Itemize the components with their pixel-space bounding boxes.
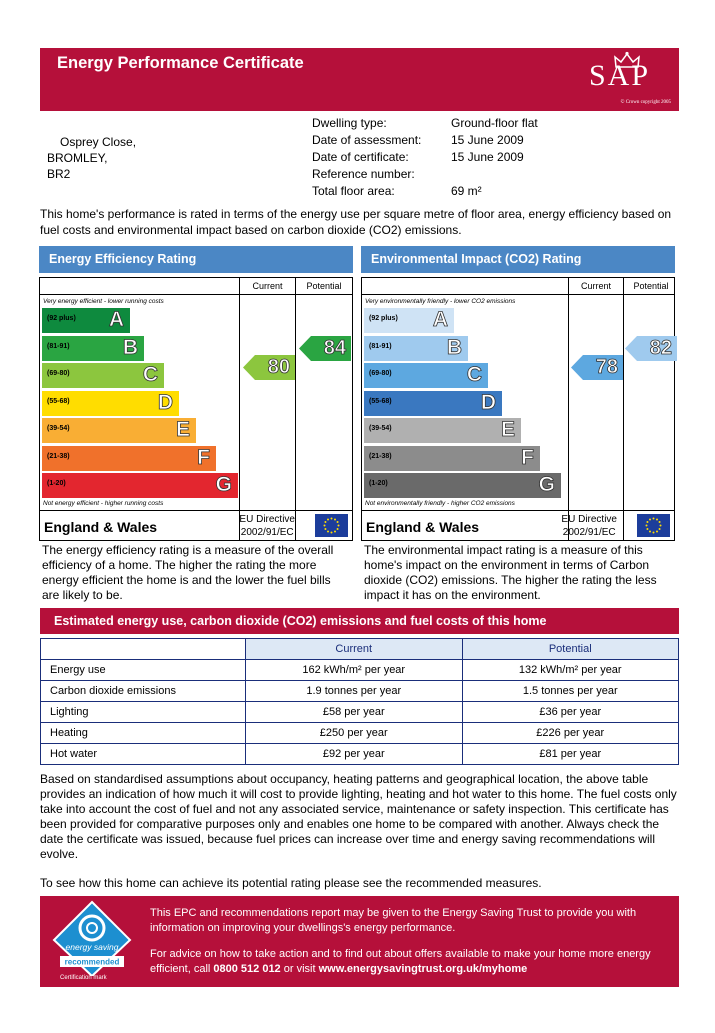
eu-flag-icon xyxy=(315,514,348,537)
detail-value: 15 June 2009 xyxy=(451,132,524,147)
bottom-caption: Not energy efficient - higher running costs xyxy=(43,500,164,507)
table-row: Energy use 162 kWh/m² per year 132 kWh/m² per year xyxy=(41,660,679,681)
property-address xyxy=(47,134,136,182)
band-range: (21-38) xyxy=(369,452,392,460)
current-rating-value: 78 xyxy=(595,356,618,378)
table-header-row xyxy=(41,639,679,660)
band-letter: G xyxy=(215,473,232,496)
panel-title: Environmental Impact (CO2) Rating xyxy=(361,246,675,273)
detail-value: Ground-floor flat xyxy=(451,115,538,130)
current-rating-arrow xyxy=(243,355,295,380)
band-range: (1-20) xyxy=(369,480,388,487)
panel-title: Energy Efficiency Rating xyxy=(39,246,353,273)
address-line-2: BROMLEY, xyxy=(47,151,108,165)
band-letter: A xyxy=(432,308,448,331)
col-current-header: Current xyxy=(252,281,283,291)
phone-number: 0800 512 012 xyxy=(213,963,281,975)
rating-band-e xyxy=(42,418,196,443)
detail-row xyxy=(312,114,538,131)
footer-text-2: For advice on how to take action and to find out about offers available to make your home more energy efficient, call 0800 512 012 or visit www.energysavingtrust.org.uk/myhome xyxy=(150,948,651,975)
energy-saving-footer xyxy=(40,896,679,987)
intro-text: This home's performance is rated in terms of the energy use per square metre of floor area, energy efficiency based on fuel costs and environmental impact based on carbon dioxide (CO2) emissions. xyxy=(40,207,672,237)
band-letter: B xyxy=(446,335,462,359)
table-row: Heating £250 per year £226 per year xyxy=(41,723,679,744)
potential-rating-value: 84 xyxy=(323,336,346,359)
estimates-title: Estimated energy use, carbon dioxide (CO2) emissions and fuel costs of this home xyxy=(40,608,679,634)
energy-efficiency-panel xyxy=(39,246,353,602)
band-letter: B xyxy=(122,335,138,359)
col-potential-header: Potential xyxy=(462,639,679,660)
band-letter: E xyxy=(175,418,190,441)
logo-text-bottom: recommended xyxy=(64,957,120,967)
rating-band-f xyxy=(364,446,540,471)
band-letter: D xyxy=(480,390,496,414)
eu-directive: EU Directive 2002/91/EC xyxy=(239,514,295,538)
band-range: (81-91) xyxy=(369,342,392,350)
top-caption: Very energy efficient - lower running costs xyxy=(43,298,164,305)
bottom-caption: Not environmentally friendly - higher CO2 emissions xyxy=(365,500,515,507)
eu-flag-icon xyxy=(637,514,670,537)
footer-text-1: This EPC and recommendations report may be given to the Energy Saving Trust to provide you with information on improving your dwellings's energy performance. xyxy=(150,907,637,934)
band-range: (92 plus) xyxy=(369,315,398,322)
potential-rating-arrow xyxy=(625,336,677,361)
rating-band-a xyxy=(364,308,454,333)
chart-footer xyxy=(40,510,352,540)
sap-letters: SAP xyxy=(589,59,651,92)
potential-rating-arrow xyxy=(299,336,351,361)
sap-logo xyxy=(586,51,671,108)
detail-label: Dwelling type: xyxy=(312,115,387,130)
estimates-table xyxy=(40,638,679,765)
col-potential-header: Potential xyxy=(633,281,669,291)
detail-row xyxy=(312,165,538,182)
detail-label: Reference number: xyxy=(312,166,415,181)
col-current-header: Current xyxy=(246,639,463,660)
band-range: (39-54) xyxy=(47,425,70,432)
address-line-1: Osprey Close, xyxy=(60,135,137,149)
chart-footer xyxy=(362,510,674,540)
detail-value: 69 m² xyxy=(451,183,482,198)
logo-text-top: energy saving xyxy=(65,942,119,952)
band-range: (69-80) xyxy=(369,370,392,377)
rating-chart xyxy=(361,277,675,541)
sap-copyright: © Crown copyright 2005 xyxy=(620,100,671,105)
potential-rating-value: 82 xyxy=(649,336,672,359)
dwelling-details xyxy=(312,114,538,199)
rating-band-e xyxy=(364,418,521,443)
table-row: Carbon dioxide emissions 1.9 tonnes per year 1.5 tonnes per year xyxy=(41,681,679,702)
band-letter: E xyxy=(500,418,515,441)
certificate-header xyxy=(40,48,679,111)
current-rating-arrow xyxy=(571,355,623,380)
rating-band-c xyxy=(364,363,488,388)
explanatory-paragraph: Based on standardised assumptions about occupancy, heating patterns and geographical location, the above table provides an indication of how much it will cost to provide lighting, heating and hot water to this home. The fuel costs only take into account the cost of fuel and not any associated service, maintenance or safety inspection. This certificate has been provided for comparative purposes only and enables one home to be compared with another. Always check the date the certificate was issued, because fuel prices can increase over time and energy saving recommendations will evolve. xyxy=(40,772,677,861)
band-letter: F xyxy=(197,445,210,469)
panel-description: The environmental impact rating is a measure of this home's impact on the environment in terms of Carbon dioxide (CO2) emissions. The higher the rating the less impact it has on the environment. xyxy=(364,543,657,602)
rating-band-c xyxy=(42,363,164,388)
detail-label: Date of assessment: xyxy=(312,132,422,147)
detail-label: Total floor area: xyxy=(312,183,395,198)
band-range: (39-54) xyxy=(369,425,392,432)
eu-directive: EU Directive 2002/91/EC xyxy=(561,514,617,538)
band-range: (92 plus) xyxy=(47,315,76,322)
band-range: (69-80) xyxy=(47,370,70,377)
band-letter: A xyxy=(108,308,124,331)
table-row: Hot water £92 per year £81 per year xyxy=(41,744,679,765)
col-current-header: Current xyxy=(580,281,611,291)
band-letter: C xyxy=(142,363,158,386)
band-range: (81-91) xyxy=(47,342,70,350)
band-letter: D xyxy=(157,390,173,414)
band-letter: G xyxy=(538,473,555,496)
certificate-title: Energy Performance Certificate xyxy=(57,54,304,72)
rating-band-d xyxy=(42,391,179,416)
detail-value: 15 June 2009 xyxy=(451,149,524,164)
region-label: England & Wales xyxy=(366,519,480,535)
rating-band-b xyxy=(364,336,468,361)
rating-band-g xyxy=(364,473,561,498)
band-range: (21-38) xyxy=(47,452,70,460)
band-letter: C xyxy=(466,363,482,386)
band-range: (55-68) xyxy=(369,397,392,405)
rating-band-g xyxy=(42,473,238,498)
band-range: (1-20) xyxy=(47,480,66,487)
recommended-measures-note: To see how this home can achieve its potential rating please see the recommended measures. xyxy=(40,876,542,890)
band-letter: F xyxy=(521,445,534,469)
energy-saving-recommended-logo xyxy=(52,900,132,976)
detail-label: Date of certificate: xyxy=(312,149,409,164)
region-label: England & Wales xyxy=(44,519,158,535)
panel-description: The energy efficiency rating is a measure of the overall efficiency of a home. The higher the rating the more energy efficient the home is and the lower the fuel bills are likely to be. xyxy=(42,543,334,602)
current-rating-value: 80 xyxy=(267,356,290,378)
rating-band-f xyxy=(42,446,216,471)
top-caption: Very environmentally friendly - lower CO2 emissions xyxy=(365,298,516,305)
table-row: Lighting £58 per year £36 per year xyxy=(41,702,679,723)
certification-mark-label: Certification mark xyxy=(60,975,107,981)
website-link[interactable]: www.energysavingtrust.org.uk/myhome xyxy=(318,963,528,975)
rating-band-b xyxy=(42,336,144,361)
col-potential-header: Potential xyxy=(306,281,342,291)
rating-band-d xyxy=(364,391,502,416)
detail-row xyxy=(312,148,538,165)
environmental-impact-panel xyxy=(361,246,675,602)
rating-band-a xyxy=(42,308,130,333)
band-range: (55-68) xyxy=(47,397,70,405)
rating-chart xyxy=(39,277,353,541)
detail-row xyxy=(312,131,538,148)
address-line-3: BR2 xyxy=(47,167,71,181)
detail-row xyxy=(312,182,538,199)
